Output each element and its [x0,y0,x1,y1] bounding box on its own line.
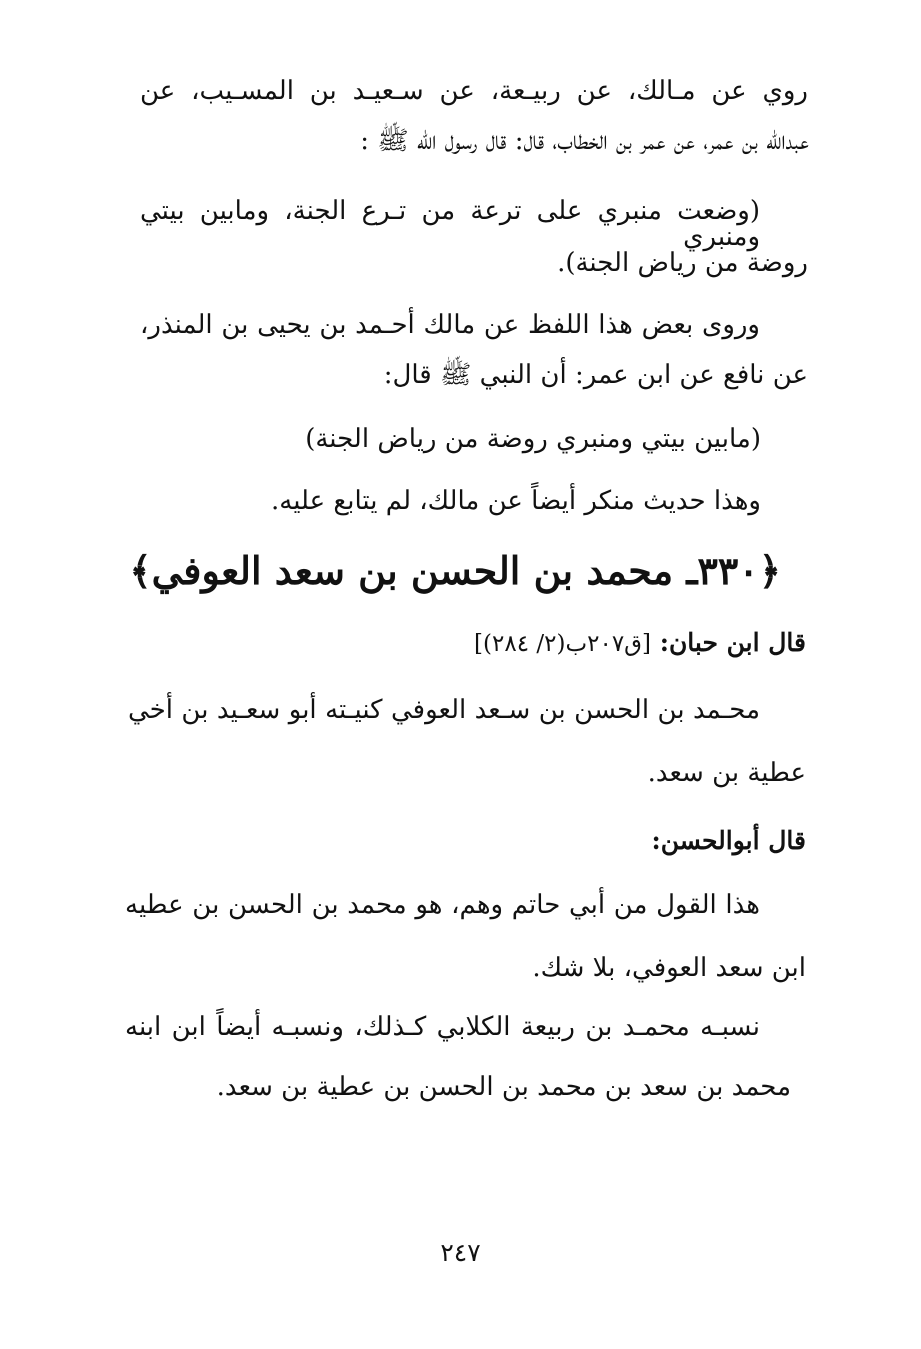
paragraph-1-line-2: عبدالله بن عمر، عن عمر بن الخطاب، قال: قال رسول الله ﷺ : [360,126,809,156]
ibn-hibban-label: قال ابن حبان: [659,628,806,657]
paragraph-8-line-1: نسبـه محمـد بن ربيعة الكلابي كـذلك، ونسبـه أيضاً ابن ابنه [125,1012,760,1042]
manuscript-reference: [ق٢٠٧ب(٢/ ٢٨٤)] [474,631,651,657]
paragraph-6-line-1: محـمد بن الحسن بن سـعد العوفي كنيـته أبو سعـيد بن أخي [128,695,760,725]
paragraph-7-line-1: هذا القول من أبي حاتم وهم، هو محمد بن الحسن بن عطيه [125,890,760,920]
page-number: ٢٤٧ [440,1238,481,1267]
ibn-hibban-line [474,630,806,656]
paragraph-4: (مابين بيتي ومنبري روضة من رياض الجنة) [305,424,761,454]
paragraph-5: وهذا حديث منكر أيضاً عن مالك، لم يتابع عليه. [270,486,761,516]
paragraph-8-line-2: محمد بن سعد بن محمد بن الحسن بن عطية بن سعد. [216,1072,791,1102]
paragraph-3-line-1: وروى بعض هذا اللفظ عن مالك أحـمد بن يحيى بن المنذر، [140,310,760,340]
paragraph-3-line-2: عن نافع عن ابن عمر: أن النبي ﷺ قال: [383,360,808,390]
abul-hasan-label: قال أبوالحسن: [651,826,806,855]
paragraph-2-line-1: (وضعت منبري على ترعة من تـرع الجنة، ومابين بيتي ومنبري [140,196,760,252]
paragraph-1-line-1: روي عن مـالك، عن ربيـعة، عن سـعيـد بن المسـيب، عن [140,76,808,106]
paragraph-7-line-2: ابن سعد العوفي، بلا شك. [532,953,806,983]
entry-heading: ﴿٣٣٠ـ محمد بن الحسن بن سعد العوفي﴾ [129,548,781,593]
paragraph-6-line-2: عطية بن سعد. [647,758,806,788]
paragraph-2-line-2: روضة من رياض الجنة). [557,248,808,278]
